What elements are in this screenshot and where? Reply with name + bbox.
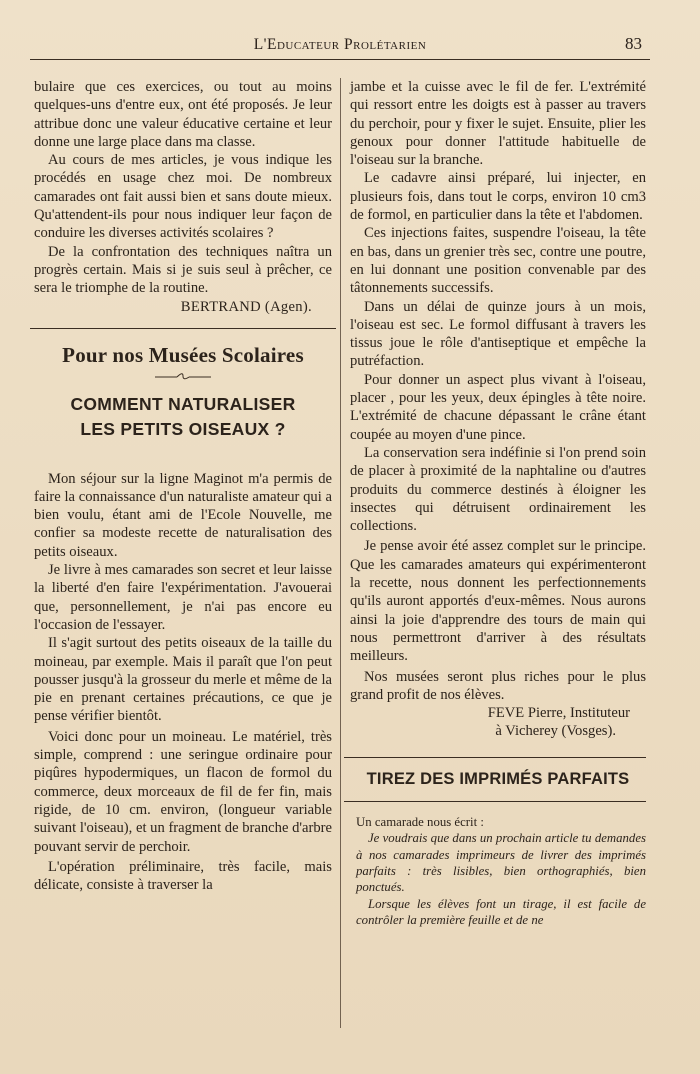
paragraph: De la confrontation des techniques naîtra un progrès certain. Mais si je suis seul à prêcher, ce sera le triomphe de la routine. <box>34 243 332 297</box>
box-intro: Un camarade nous écrit : <box>356 814 484 829</box>
column-divider <box>340 78 341 1028</box>
running-header <box>30 30 650 60</box>
author-location: à Vicherey (Vosges). <box>495 723 616 740</box>
section-title: Pour nos Musées Scolaires <box>62 342 304 367</box>
box-title: TIREZ DES IMPRIMÉS PARFAITS <box>366 769 630 788</box>
journal-title: L'Educateur Prolétarien <box>253 36 427 53</box>
paragraph: bulaire que ces exercices, ou tout au moins quelques-uns d'entre eux, ont été proposés. Je leur attribue donc une valeur éducative certaine et leur donne une large place dans ma classe. <box>34 79 332 150</box>
article-title-line: COMMENT NATURALISER <box>70 393 296 414</box>
box-paragraph: Je voudrais que dans un prochain article tu demandes à nos camarades imprimeurs de livrer des imprimés parfaits : très lisibles, bien orthographiés, bien ponctués. <box>356 831 646 895</box>
paragraph: L'opération préliminaire, très facile, mais délicate, consiste à traverser la <box>34 858 332 894</box>
box-content <box>350 814 646 929</box>
paragraph: Ces injections faites, suspendre l'oiseau, la tête en bas, dans un grenier très sec, contre une poutre, en lui donnant une position convenable par des tâtonnements successifs. <box>350 225 646 297</box>
paragraph: jambe et la cuisse avec le fil de fer. L'extrémité qui ressort entre les doigts est à passer au travers du perchoir, pour y fixer le sujet. Ensuite, plier les genoux pour donner l'attitude habituelle de l'oiseau sur la branche. <box>350 79 646 169</box>
author-signature: FEVE Pierre, Instituteur <box>487 705 630 722</box>
author-signature: BERTRAND (Agen). <box>180 298 312 315</box>
paragraph: Dans un délai de quinze jours à un mois, l'oiseau est sec. Le formol diffusant à travers les tissus joue le rôle d'antiseptique et empêche la putréfaction. <box>350 298 646 370</box>
page-number: 83 <box>625 34 642 53</box>
right-column <box>350 78 646 929</box>
paragraph: Je livre à mes camarades son secret et leur laisse la liberté d'en faire l'expérimentation. J'avouerai que, personnellement, je n'ai pas encore eu l'occasion de l'essayer. <box>34 562 332 633</box>
paragraph: Mon séjour sur la ligne Maginot m'a permis de faire la connaissance d'un naturaliste amateur qui a bien voulu, étant ami de l'Ecole Nouvelle, me confier sa modeste recette de naturalisation des petits oiseaux. <box>34 470 332 560</box>
header-rule <box>30 59 650 60</box>
box-top-rule <box>344 757 646 758</box>
ornament-divider <box>153 370 213 382</box>
paragraph: La conservation sera indéfinie si l'on prend soin de placer à proximité de la naphtaline ou d'autres produits du commerce destinés à éloigner les insectes qui détruisent ordinairement les collections. <box>350 444 646 535</box>
paragraph: Je pense avoir été assez complet sur le principe. Que les camarades amateurs qui expérimenteront la recette, nous donnent les perfectionnements qu'ils auront apportés d'eux-mêmes. Nous aurons ainsi la joie d'apprendre des tours de main qui nous permettront d'arriver à des résultats meilleurs. <box>350 538 646 665</box>
section-rule <box>30 328 336 329</box>
paragraph: Au cours de mes articles, je vous indique les procédés en usage chez moi. De nombreux camarades ont fait aussi bien et sans doute mieux. Qu'attendent-ils pour nous indiquer leur façon de conduire les diverses activités scolaires ? <box>34 152 332 242</box>
paragraph: Nos musées seront plus riches pour le plus grand profit de nos élèves. <box>350 668 646 703</box>
paragraph: Voici donc pour un moineau. Le matériel, très simple, comprend : une seringue ordinaire pour piqûres hypodermiques, un flacon de formol du commerce, deux morceaux de fil de fer fin, mais rigide, de 10 cm. environ, (longueur variable suivant l'oiseau), et un fragment de branche d'arbre pouvant servir de perchoir. <box>34 728 332 855</box>
paragraph: Pour donner un aspect plus vivant à l'oiseau, placer , pour les yeux, deux épingles à tête noire. L'extrémité de chacune dépassant le crâne étant coupée au moyen d'une pince. <box>350 371 646 443</box>
paragraph: Le cadavre ainsi préparé, lui injecter, en plusieurs fois, dans tout le corps, environ 10 cm3 de formol, en particulier dans la tête et l'abdomen. <box>350 170 646 224</box>
article-title-line: LES PETITS OISEAUX ? <box>80 418 286 439</box>
article-title <box>34 392 332 442</box>
left-column <box>34 78 332 894</box>
paragraph: Il s'agit surtout des petits oiseaux de la taille du moineau, par exemple. Mais il paraît que l'on peut pousser jusqu'à la grosseur du merle et même de la pie en prenant certaines précautions, ce que je pense vérifier bientôt. <box>34 635 332 725</box>
box-title-rule <box>344 801 646 802</box>
box-paragraph: Lorsque les élèves font un tirage, il est facile de contrôler la première feuille et de ne <box>356 896 646 928</box>
